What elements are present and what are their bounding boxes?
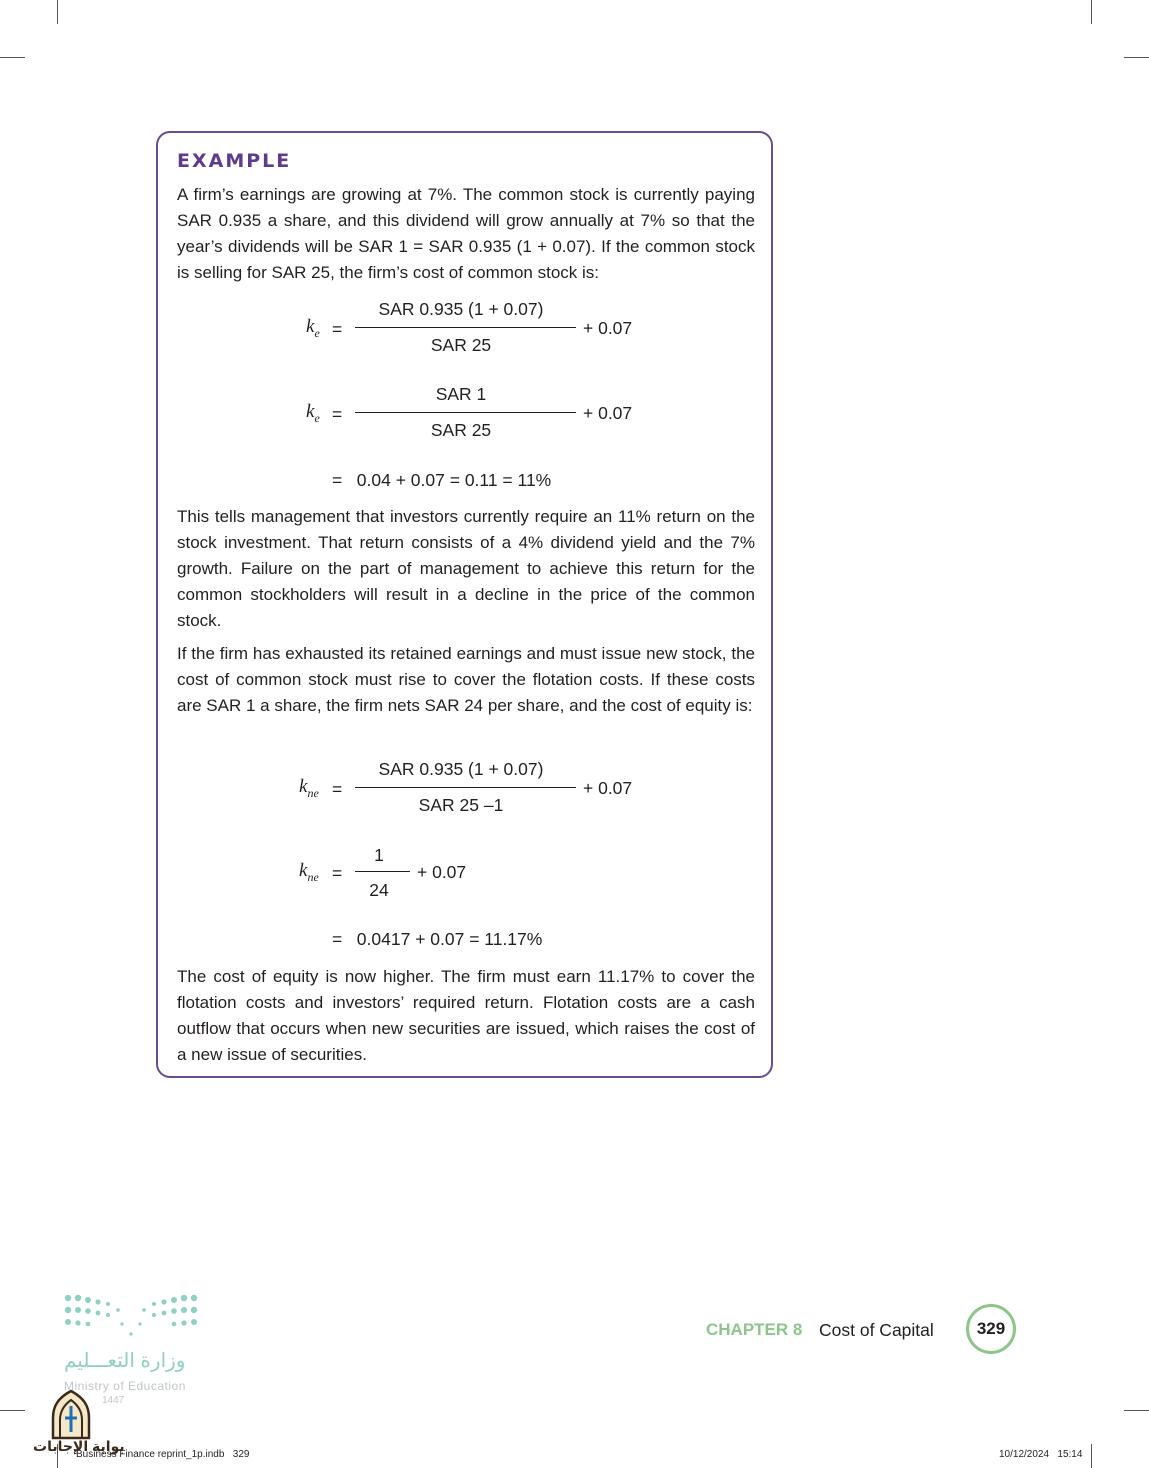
fraction-line: [355, 327, 576, 328]
eq-numerator: 1: [374, 845, 384, 865]
eq-numerator: SAR 0.935 (1 + 0.07): [378, 759, 544, 779]
mosque-emblem-icon: [48, 1388, 94, 1440]
eq-equals: =: [332, 319, 343, 339]
equation-result-11-17: = 0.0417 + 0.07 = 11.17%: [332, 929, 543, 949]
eq-addend: + 0.07: [583, 403, 633, 423]
eq-numerator: SAR 1: [435, 384, 487, 404]
eq-addend: + 0.07: [583, 778, 633, 798]
file-info: Business Finance reprint_1p.indb 329: [76, 1449, 250, 1460]
fraction-line: [355, 412, 576, 413]
eq-lhs: $k_e$: [306, 316, 320, 340]
crop-mark: [1091, 1444, 1092, 1468]
equation-result-11: = 0.04 + 0.07 = 0.11 = 11%: [332, 470, 552, 490]
chapter-title: Cost of Capital: [819, 1320, 934, 1340]
page-number: 329: [966, 1304, 1016, 1354]
ministry-name-english: Ministry of Education: [64, 1379, 186, 1393]
crop-mark: [1124, 57, 1149, 58]
eq-numerator: SAR 0.935 (1 + 0.07): [378, 299, 544, 319]
print-timestamp: 10/12/2024 15:14: [999, 1449, 1083, 1460]
eq-denominator: SAR 25: [430, 335, 492, 355]
example-heading: EXAMPLE: [177, 150, 292, 172]
intro-paragraph: A firm’s earnings are growing at 7%. The common stock is currently paying SAR 0.935 a share, and this dividend will grow annually at 7% so that the year’s dividends will be SAR 1 = SAR 0.935 (1 + 0.07). If the common stock is selling for SAR 25, the firm’s cost of common stock is:: [177, 185, 755, 282]
eq-lhs: $k_e$: [306, 401, 320, 425]
fraction-line: [355, 787, 576, 788]
paragraph-flotation: If the firm has exhausted its retained earnings and must issue new stock, the cost of common stock must rise to cover the flotation costs. If these costs are SAR 1 a share, the firm nets SAR 24 per share, and the cost of equity is:: [177, 644, 755, 715]
eq-denominator: SAR 25: [430, 420, 492, 440]
paragraph-conclusion: The cost of equity is now higher. The firm must earn 11.17% to cover the flotation costs and investors’ required return. Flotation costs are a cash outflow that occurs when new securities are issued, which raises the cost of a new issue of securities.: [177, 967, 755, 1064]
eq-denominator: 24: [369, 880, 389, 900]
eq-equals: =: [332, 404, 343, 424]
paragraph-return-explanation: This tells management that investors currently require an 11% return on the stock investment. That return consists of a 4% dividend yield and the 7% growth. Failure on the part of management to achieve this return for the common stockholders will result in a decline in the price of the common stock.: [177, 507, 755, 630]
eq-equals: =: [332, 863, 343, 883]
crop-mark: [1091, 0, 1092, 24]
crop-mark: [57, 0, 58, 24]
eq-equals: =: [332, 779, 343, 799]
ministry-name-arabic: وزارة التعـــليم: [64, 1350, 186, 1372]
ministry-year: 1447: [102, 1395, 125, 1406]
fraction-line: [355, 871, 410, 872]
crop-mark: [1124, 1410, 1149, 1411]
eq-addend: + 0.07: [417, 862, 467, 882]
ministry-logo-dots-icon: [62, 1290, 202, 1338]
crop-mark: [0, 57, 25, 58]
watermark-text: بوابة الإجابات: [33, 1438, 125, 1454]
crop-mark: [0, 1410, 25, 1411]
eq-lhs: $k_{ne}$: [299, 776, 319, 800]
eq-denominator: SAR 25 –1: [418, 795, 504, 815]
eq-lhs: $k_{ne}$: [299, 860, 319, 884]
eq-addend: + 0.07: [583, 318, 633, 338]
chapter-label: CHAPTER 8: [706, 1320, 803, 1339]
